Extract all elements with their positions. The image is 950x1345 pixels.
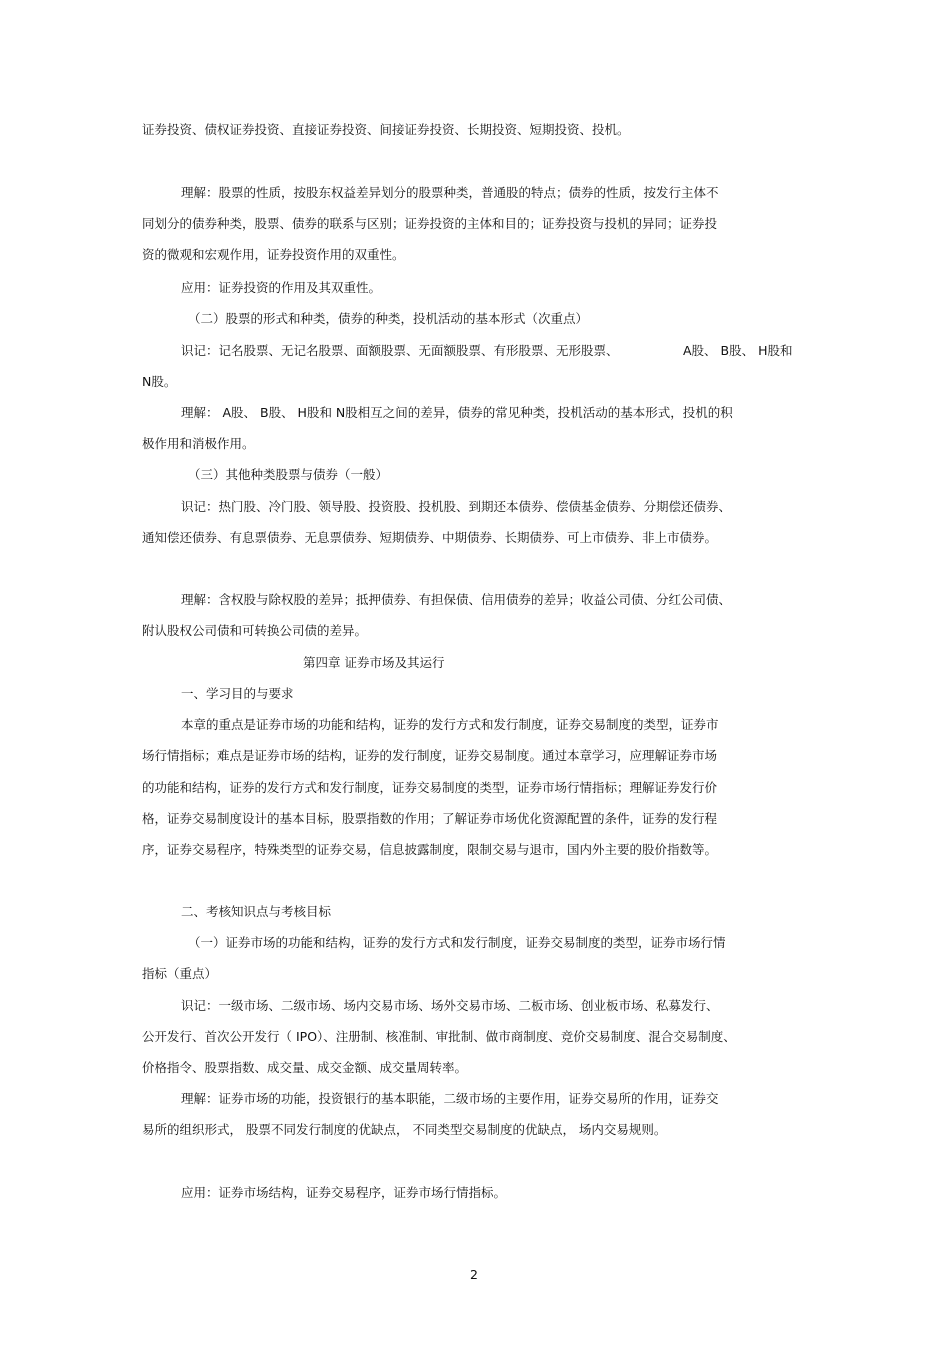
text-line: 场行情指标；难点是证券市场的结构，证券的发行制度，证券交易制度。通过本章学习，应理解证券市场 — [142, 748, 718, 763]
section-heading: 一、学习目的与要求 — [181, 686, 294, 701]
text-line: 通知偿还债券、有息票债券、无息票债券、短期债券、中期债券、长期债券、可上市债券、非上市债券。 — [142, 530, 718, 545]
text-line: 理解：股票的性质，按股东权益差异划分的股票种类，普通股的特点；债券的性质，按发行主体不 — [181, 185, 719, 200]
text-line: 识记：一级市场、二级市场、场内交易市场、场外交易市场、二板市场、创业板市场、私募发行、 — [181, 998, 719, 1013]
text-line: 识记：记名股票、无记名股票、面额股票、无面额股票、有形股票、无形股票、 — [181, 343, 619, 358]
text-line: 指标（重点） — [142, 966, 218, 981]
text-line: 的功能和结构，证券的发行方式和发行制度，证券交易制度的类型，证券市场行情指标；理解证券发行价 — [142, 780, 718, 795]
section-heading: 二、考核知识点与考核目标 — [181, 904, 332, 919]
text-line: 理解： A股、 B股、 H股和 N股相互之间的差异，债券的常见种类，投机活动的基本形式，投机的积 — [181, 405, 733, 420]
text-line: 资的微观和宏观作用，证券投资作用的双重性。 — [142, 247, 405, 262]
text-line: 应用：证券市场结构，证券交易程序，证券市场行情指标。 — [181, 1185, 507, 1200]
text-line: A股、 B股、 H股和 — [683, 343, 793, 358]
text-line: 识记：热门股、冷门股、领导股、投资股、投机股、到期还本债券、偿债基金债券、分期偿还债券、 — [181, 499, 732, 514]
text-line: 应用：证券投资的作用及其双重性。 — [181, 280, 382, 295]
section-heading: （二）股票的形式和种类，债券的种类，投机活动的基本形式（次重点） — [188, 311, 589, 326]
text-line: 理解：含权股与除权股的差异；抵押债券、有担保债、信用债券的差异；收益公司债、分红公司债、 — [181, 592, 732, 607]
text-line: 同划分的债券种类，股票、债券的联系与区别；证券投资的主体和目的；证券投资与投机的异同；证券投 — [142, 216, 718, 231]
section-heading: （一）证券市场的功能和结构，证券的发行方式和发行制度，证券交易制度的类型，证券市场行情 — [188, 935, 726, 950]
page-number: 2 — [470, 1266, 478, 1282]
text-line: 公开发行、首次公开发行（ IPO）、注册制、核准制、审批制、做市商制度、竞价交易制度、混合交易制度、 — [142, 1029, 736, 1044]
text-line: 格，证券交易制度设计的基本目标，股票指数的作用；了解证券市场优化资源配置的条件，证券的发行程 — [142, 811, 718, 826]
text-line: 证券投资、债权证券投资、直接证券投资、间接证券投资、长期投资、短期投资、投机。 — [142, 122, 630, 137]
text-line: 本章的重点是证券市场的功能和结构，证券的发行方式和发行制度，证券交易制度的类型，证券市 — [181, 717, 719, 732]
text-line: 序，证券交易程序，特殊类型的证券交易，信息披露制度，限制交易与退市，国内外主要的股价指数等。 — [142, 842, 718, 857]
section-heading: （三）其他种类股票与债券（一般） — [188, 467, 389, 482]
text-line: 易所的组织形式， 股票不同发行制度的优缺点， 不同类型交易制度的优缺点， 场内交易规则。 — [142, 1122, 667, 1137]
text-line: 价格指令、股票指数、成交量、成交金额、成交量周转率。 — [142, 1060, 468, 1075]
chapter-title: 第四章 证券市场及其运行 — [303, 655, 445, 670]
text-line: 极作用和消极作用。 — [142, 436, 255, 451]
text-line: 理解：证券市场的功能，投资银行的基本职能，二级市场的主要作用，证券交易所的作用，证券交 — [181, 1091, 719, 1106]
text-line: N股。 — [142, 374, 177, 389]
text-line: 附认股权公司债和可转换公司债的差异。 — [142, 623, 368, 638]
